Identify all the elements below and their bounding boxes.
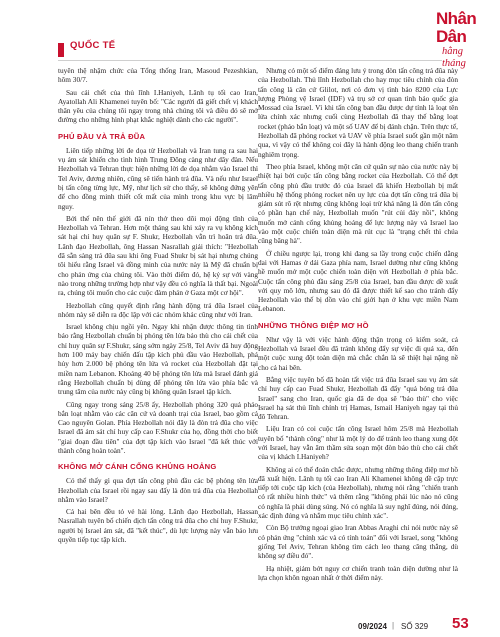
page-footer [0,612,500,637]
subheading: KHÔNG MỞ CÁNH CỔNG KHỦNG HOẢNG [58,462,217,472]
subheading: NHỮNG THÔNG ĐIỆP MƠ HỒ [258,320,369,330]
page-header [0,0,500,69]
paragraph: Bằng việc tuyên bố đã hoàn tất việc trả đũa Israel sau vụ ám sát chỉ huy cấp cao Fuad Shukr, Hezbollah đã đẩy "quả bóng trả đũa Israel" sang cho Iran, quốc gia đã đe dọa sẽ "báo thù" cho việc Israel hạ sát thủ lĩnh chính trị Hamas, Ismail Haniyeh ngay tại thủ đô Tehran. [258,374,458,422]
logo-sub-text: hằng tháng [442,46,466,69]
logo-main-text: Nhân Dân [436,9,477,46]
page-number: 53 [452,615,469,632]
paragraph: Cả hai bên đều tỏ vẻ hài lòng. Lãnh đạo Hezbollah, Hassan Nasrallah tuyên bố chiến dịch tấn công trả đũa cho chỉ huy F.Shukr, người bị Israel ám sát, đã "kết thúc", dù lực lượng này vẫn bảo lưu quyền tiếp tục tập kích. [58,507,258,545]
section-label: QUỐC TẾ [70,40,116,51]
paragraph: Liệu Iran có coi cuộc tấn công Israel hôm 25/8 mà Hezbollah tuyên bố "thành công" như là một lý do để tránh leo thang xung đột với Israel, hay vẫn âm thầm sửa soạn một đòn báo thù cho cái chết của vị khách I.Haniyeh? [258,424,458,462]
paragraph: Có thể thấy gì qua đợt tấn công phủ đầu các bệ phóng tên lửa Hezbollah của Israel rồi ngay sau đấy là đòn trả đũa của Hezbollah nhằm vào Israel? [58,476,258,504]
paragraph: Như vậy là với việc hành động thận trọng có kiểm soát, cả Hezbollah và Israel đều đã tránh không đẩy sự việc đi quá xa, đến một cuộc xung đột toàn diện mà chắc chắn là sẽ thiệt hại nặng nề cho cả hai bên. [258,334,458,372]
section-marker [58,43,64,57]
paragraph: tuyên thệ nhậm chức của Tổng thống Iran, Masoud Pezeshkian, hôm 30/7. [58,66,258,85]
newspaper-logo [436,9,488,69]
paragraph: Cũng ngay trong sáng 25/8 ấy, Hezbollah phóng 320 quả pháo bắn loạt nhằm vào các căn cứ và doanh trại của Israel, bao gồm cả Cao nguyên Golan. Phía Hezbollah nói đây là đòn trả đũa cho việc Israel đã ám sát chỉ huy cấp cao F.Shukr của họ, đồng thời cho biết "giai đoạn đầu tiên" của đợt tập kích vào Israel "đã kết thúc với thành công hoàn toàn". [58,399,258,455]
paragraph: Hezbollah cũng quyết định rằng hành động trả đũa Israel của nhóm này sẽ diễn ra độc lập với các nhóm khác cũng như với Iran. [58,300,258,319]
article-column-left [58,66,258,601]
paragraph: Không ai có thể đoán chắc được, nhưng những thông điệp mơ hồ đã xuất hiện. Lãnh tụ tối cao Iran Ali Khamenei không đề cập trực tiếp tới cuộc tập kích (của Hezbollah), nhưng nói rằng "chiến tranh có rất nhiều hình thức" và thêm rằng "không phải lúc nào nó cũng có nghĩa là phải dùng súng. Nó có nghĩa là suy nghĩ đúng, nói đúng, xác định đúng và nhắm mục tiêu chính xác". [258,464,458,521]
subheading: PHỦ ĐẦU VÀ TRẢ ĐŨA [58,131,146,141]
paragraph: Ở chiều ngược lại, trong khi đang sa lầy trong cuộc chiến dằng dai với Hamas ở dải Gaza phía nam, Israel dường như cũng không hề muốn mở một cuộc chiến toàn diện với Hezbollah ở phía bắc. Cuộc tấn công phủ đầu sáng 25/8 của Israel, ban đầu được dề xuất với quy mô lớn, nhưng sau đó đã được thiết kế sao cho tránh đẩy Hezbollah vào thế bị dồn vào chỉ giới hạn ở khu vực miền Nam Lebanon. [258,248,458,314]
paragraph: Còn Bộ trưởng ngoại giao Iran Abbas Araghi chỉ nói nước này sẽ có phản ứng "chính xác và có tính toán" đối với Israel, song "không giống Tel Aviv, Tehran không tìm cách leo thang căng thẳng, dù không sợ điều đó". [258,523,458,561]
paragraph: Sau cái chết của thủ lĩnh I.Haniyeh, Lãnh tụ tối cao Iran, Ayatollah Ali Khamenei tuyên bố: "Các người đã giết chết vị khách thân yêu của chúng tôi ngay trong nhà chúng tôi và điều đó sẽ mở đường cho những hình phạt khắc nghiệt dành cho các người". [58,87,258,125]
paragraph: Theo phía Israel, không một căn cứ quân sự nào của nước này bị thiệt hại bởi cuộc tấn công bằng rocket của Hezbollah. Có thể đợt tấn công phủ đầu trước đó của Israel đã khiến Hezbollah bị mất nhiều hệ thống phóng rocket nên uy lực của đợt tấn công trả đũa bị giảm sút rõ rệt nhưng cũng không loại trừ khả năng là đòn tấn công có phần hạn chế này, Hezbollah muốn "rút củi đáy nồi", không muốn mở cánh cổng khủng hoảng để lực lượng này và Israel lao vào một cuộc chiến toàn diện mà rút cục là "trạng chết thì chúa cũng băng hà". [258,161,458,246]
header-divider [58,60,442,61]
paragraph: Bởi thế nên thế giới đã nín thở theo dõi mọi động tĩnh của Hezbollah và Tehran. Hơn một tháng sau khi xảy ra vụ không kích sát hại chỉ huy quân sự F. Shukr, Hezbollah vẫn trì hoãn trả đũa. Lãnh đạo Hezbollah, ông Hassan Nasrallah giải thích: "Hezbollah đã sẵn sàng trả đũa sau khi ông Fuad Shukr bị sát hại nhưng chúng tôi hiểu rằng Israel và đồng minh của nước này là Mỹ đã chuẩn bị cho phản ứng của chúng tôi. Vào thời điểm đó, hệ kỷ sự với vàng nào trong những trường hợp như vậy đều có nghĩa là thất bại. Ngoài ra, chúng tôi muốn cho các cuộc đàm phán ở Gaza một cơ hội". [58,213,258,298]
paragraph: Liên tiếp những lời đe dọa từ Hezbollah và Iran tung ra sau hai vụ ám sát khiến cho tình hình Trung Đông càng như dây đàn. Nếu Hezbollah và Tehran thực hiện những lời đe dọa nhằm vào Israel thì Tel Aviv, đương nhiên, cũng sẽ tiến hành trả đũa. Và nếu như Israel bị tấn công từng lực, Mỹ, như lịch sử cho thấy, sẽ không đứng yên để cho đồng minh thiết cốt mất của mình trong khu vực bị lâm nguy. [58,145,258,211]
issue-number: SỐ 329 [401,622,429,631]
paragraph: Israel không chịu ngồi yên. Ngay khi nhận được thông tin tình báo rằng Hezbollah chuẩn bị phóng tên lửa bảo thù cho cái chết của chỉ huy quân sự F.Shukr, sáng sớm ngày 25/8, Tel Aviv đã huy động hơn 100 máy bay chiến đấu tập kích phủ đầu vào Hezbollah, phá hủy hơn 2.000 bệ phóng tên lửa và rocket của Hezbollah đặt tại miền nam Lebanon. Khoảng 40 bệ phóng tên lửa mà Israel đánh giá rằng Hezbollah chuẩn bị dùng để phóng tên lửa vào phía bắc và trung tâm của nước này cũng bị không quân Israel tập kích. [58,322,258,397]
paragraph: Hạ nhiệt, giảm bớt nguy cơ chiến tranh toàn diện dường như là lựa chọn khôn ngoan nhất ở thời điểm này. [258,563,458,582]
footer-separator: | [392,621,395,630]
article-column-right [258,66,458,601]
paragraph: Nhưng có một số điểm đáng lưu ý trong đòn tấn công trả đũa này của Hezbollah. Thủ lĩnh Hezbollah cho hay mục tiêu chính của đòn tấn công là căn cứ Glilot, nơi có đơn vị tình báo 8200 của Lực lượng Phòng vệ Israel (IDF) và trụ sở cơ quan tình báo quốc gia Mossad của Israel. Vì khi tấn công ban đầu được dự tính là loạt tên lửa chính xác nhưng cuối cùng Hezbollah đã thay thế bằng loạt rocket (pháo bắn loạt) và một số UAV để bị đánh chặn. Trên thực tế, Hezbollah đã phóng rocket và UAV về phía Israel suốt gần một năm qua, vì vậy có thể không coi đây là hành động leo thang chiến tranh nghiêm trọng. [258,66,458,159]
issue-date: 09/2024 [358,622,387,631]
